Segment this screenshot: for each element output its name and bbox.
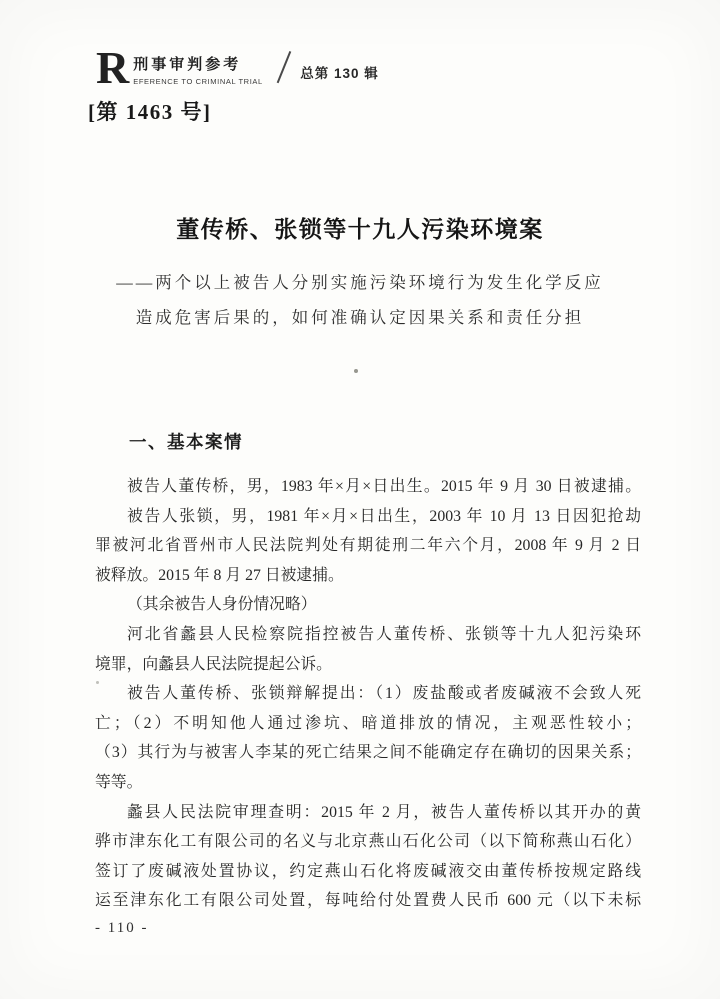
body-line: 蠡县人民法院审理查明：2015 年 2 月，被告人董传桥以其开办的黄 xyxy=(127,803,641,821)
body-line: 被释放。2015 年 8 月 27 日被逮捕。 xyxy=(95,566,344,584)
scan-speck xyxy=(354,369,358,373)
body-line: 运至津东化工有限公司处置，每吨给付处置费人民币 600 元（以下未标 xyxy=(95,892,641,910)
body-line: 被告人张锁，男，1981 年×月×日出生，2003 年 10 月 13 日因犯抢劫 xyxy=(127,507,641,525)
journal-logo-text xyxy=(133,53,263,86)
body-line: 河北省蠡县人民检察院指控被告人董传桥、张锁等十九人犯污染环 xyxy=(127,625,641,643)
journal-title: 刑事审判参考 xyxy=(133,56,242,73)
body-line: 骅市津东化工有限公司的名义与北京燕山石化公司（以下简称燕山石化） xyxy=(95,833,641,851)
section-heading: 一、基本案情 xyxy=(129,432,243,452)
body-line: 等等。 xyxy=(95,773,143,791)
article-title: 董传桥、张锁等十九人污染环境案 xyxy=(176,216,544,242)
body-line: （3）其行为与被害人李某的死亡结果之间不能确定存在确切的因果关系； xyxy=(95,744,641,762)
article-body xyxy=(95,472,641,916)
journal-header xyxy=(96,42,379,94)
body-line: 境罪，向蠡县人民法院提起公诉。 xyxy=(95,655,332,673)
body-line: 签订了废碱液处置协议，约定燕山石化将废碱液交由董传桥按规定路线 xyxy=(95,862,641,880)
body-line: （其余被告人身份情况略） xyxy=(127,596,317,614)
body-line: 被告人董传桥、张锁辩解提出：（1）废盐酸或者废碱液不会致人死 xyxy=(127,685,641,703)
issue-number: 总第 130 辑 xyxy=(300,66,379,81)
body-line: 亡；（2）不明知他人通过渗坑、暗道排放的情况，主观恶性较小； xyxy=(95,714,641,732)
page-number: - 110 - xyxy=(95,920,149,936)
body-line: 罪被河北省晋州市人民法院判处有期徒刑二年六个月，2008 年 9 月 2 日 xyxy=(95,537,641,555)
journal-logo-letter: R xyxy=(96,42,130,94)
journal-subtitle: EFERENCE TO CRIMINAL TRIAL xyxy=(133,77,263,86)
case-number: [第 1463 号] xyxy=(88,100,212,124)
body-line: 被告人董传桥，男，1983 年×月×日出生。2015 年 9 月 30 日被逮捕。 xyxy=(127,478,641,495)
slash-separator-icon xyxy=(276,51,290,83)
article-subtitle-line2: 造成危害后果的，如何准确认定因果关系和责任分担 xyxy=(135,308,585,327)
article-subtitle-line1: ——两个以上被告人分别实施污染环境行为发生化学反应 xyxy=(116,273,604,292)
